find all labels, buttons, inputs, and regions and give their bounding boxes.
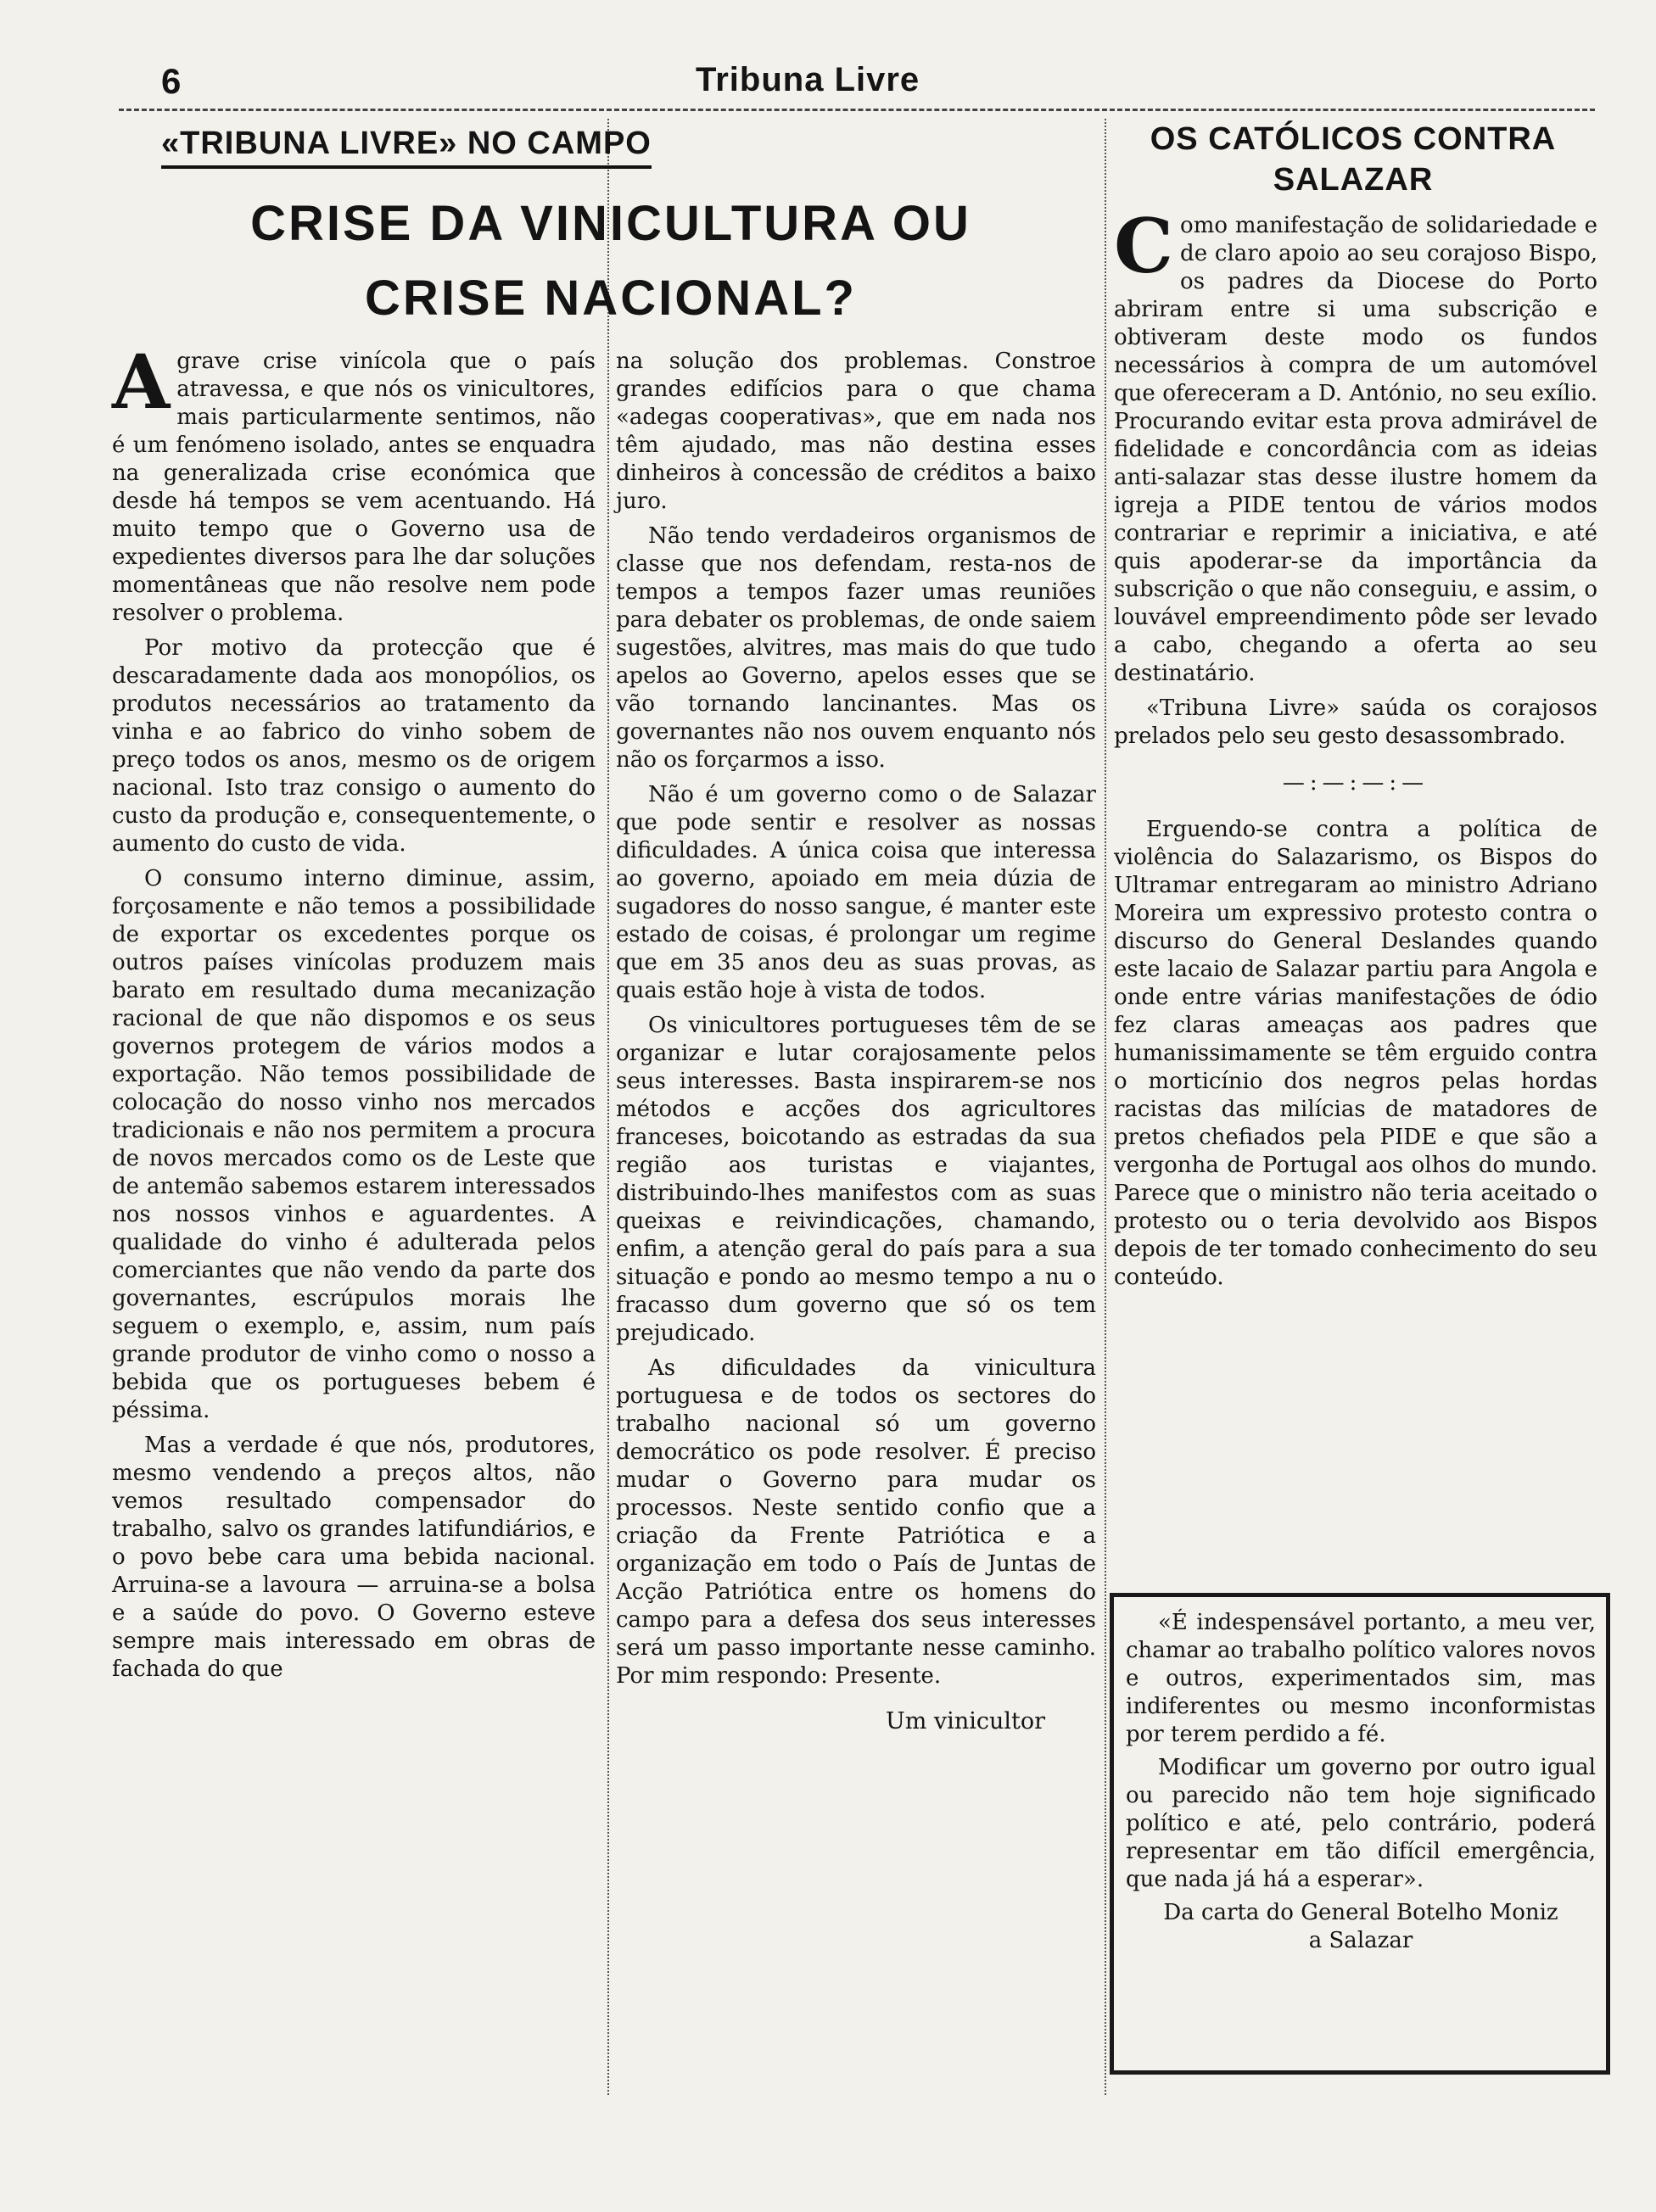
column-divider — [607, 119, 609, 2095]
quote-attribution: a Salazar — [1308, 1928, 1413, 1953]
drop-cap: A — [112, 338, 171, 426]
article-paragraph: Por motivo da protecção que é descaradamente dada aos monopólios, os produtos necessários ao tratamento da vinha e ao fabrico do vinho sobem de preço todos os anos, mesmo os de origem nacional. Isto traz consigo o aumento do custo da produção e, consequentemente, o aumento do custo de vida. — [112, 635, 596, 857]
quote-paragraph: «É indespensável portanto, a meu ver, chamar ao trabalho político valores novos e outros, experimentados sim, mas indiferentes ou mesmo inconformistas por terem perdido a fé. — [1126, 1610, 1596, 1747]
quote-box — [1110, 1593, 1610, 2075]
side-article-title: OS CATÓLICOS CONTRA SALAZAR — [1150, 121, 1557, 198]
headline-line1: CRISE DA VINICULTURA OU — [250, 196, 971, 251]
article-paragraph: na solução dos problemas. Constroe grandes edifícios para o que chama «adegas cooperativas», que em nada nos têm ajudado, mas não destina esses dinheiros à concessão de créditos a baixo juro. — [616, 349, 1096, 514]
page-number: 6 — [161, 61, 182, 101]
article-paragraph: Mas a verdade é que nós, produtores, mesmo vendendo a preços altos, não vemos resultado compensador do trabalho, salvo os grandes latifundiários, e o povo bebe cara uma bebida nacional. Arruina-se a lavoura — arruina-se a bolsa e a saúde do povo. O Governo esteve sempre mais interessado em obras de fachada do que — [112, 1433, 596, 1682]
article-paragraph: Erguendo-se contra a política de violência do Salazarismo, os Bispos do Ultramar entregaram ao ministro Adriano Moreira um expressivo protesto contra o discurso do General Deslandes quando este lacaio de Salazar partiu para Angola e onde entre várias manifestações de ódio fez claras ameaças aos padres que humanissimamente se têm erguido contra o morticínio dos negros pelas hordas racistas das milícias de matadores de pretos chefiados pela PIDE e que são a vergonha de Portugal aos olhos do mundo. Parece que o ministro não teria aceitado o protesto ou o teria devolvido aos Bispos depois de ter tomado conhecimento do seu conteúdo. — [1114, 817, 1597, 1290]
article-paragraph: Como manifestação de solidariedade e de claro apoio ao seu corajoso Bispo, os padres da Diocese do Porto abriram entre si uma subscrição e obtiveram deste modo os fundos necessários à compra de um automóvel que ofereceram a D. António, no seu exílio. Procurando evitar esta prova admirável de fidelidade e concordância com as ideias anti-salazar stas desse ilustre homem da igreja a PIDE tentou de vários modos contrariar e reprimir a iniciativa, e até quis apoderar-se da importância da subscrição o que não conseguiu, e assim, o louvável empreendimento pôde ser levado a cabo, chegando a oferta ao seu destinatário. — [1114, 202, 1597, 686]
article-paragraph: O consumo interno diminue, assim, forçosamente e não temos a possibilidade de exportar os excedentes porque os outros países vinícolas produzem mais barato em resultado duma mecanização racional de que não dispomos e os seus governos protegem de vários modos a exportação. Não temos possibilidade de colocação do nosso vinho nos mercados tradicionais e não nos permitem a procura de novos mercados como os de Leste que de antemão sabemos estarem interessados nos nossos vinhos e aguardentes. A qualidade do vinho é adulterada pelos comerciantes que não vendo da parte dos governantes, escrúpulos morais lhe seguem o exemplo, e, assim, num país grande produtor de vinho como o nosso a bebida que os portugueses bebem é péssima. — [112, 866, 596, 1423]
side-article-column — [1114, 202, 1597, 1299]
header-rule — [119, 109, 1595, 111]
article-column-1 — [112, 338, 596, 1690]
separator: —:—:—:— — [1282, 770, 1429, 796]
article-paragraph: Agrave crise vinícola que o país atravessa, e que nós os vinicultores, mais particularmente sentimos, não é um fenómeno isolado, antes se enquadra na generalizada crise económica que desde há tempos se vem acentuando. Há muito tempo que o Governo usa de expedientes diversos para lhe dar soluções momentâneas que não resolve nem pode resolver o problema. — [112, 338, 596, 626]
section-header: «TRIBUNA LIVRE» NO CAMPO — [161, 126, 652, 169]
article-signature: Um vinicultor — [885, 1708, 1045, 1734]
headline-line2: CRISE NACIONAL? — [365, 271, 857, 326]
article-paragraph: Não é um governo como o de Salazar que pode sentir e resolver as nossas dificuldades. A única coisa que interessa ao governo, apoiado em meia dúzia de sugadores do nosso sangue, é manter este estado de coisas, é prolongar um regime que em 35 anos deu as suas provas, as quais estão hoje à vista de todos. — [616, 782, 1096, 1003]
column-divider — [1105, 119, 1106, 2095]
article-column-2 — [616, 348, 1096, 1735]
article-paragraph: As dificuldades da vinicultura portuguesa e de todos os sectores do trabalho nacional só um governo democrático os pode resolver. É preciso mudar o Governo para mudar os processos. Neste sentido confio que a criação da Frente Patriótica e a organização em todo o País de Juntas de Acção Patriótica entre os homens do campo para a defesa dos seus interesses será um passo importante nesse caminho. Por mim respondo: Presente. — [616, 1355, 1096, 1689]
quote-paragraph: Modificar um governo por outro igual ou parecido não tem hoje significado político e até, pelo contrário, poderá representar em tão difícil emergência, que nada já há a esperar». — [1126, 1755, 1596, 1892]
article-paragraph: Os vinicultores portugueses têm de se organizar e lutar corajosamente pelos seus interesses. Basta inspirarem-se nos métodos e acções dos agricultores franceses, boicotando as estradas da sua região aos turistas e viajantes, distribuindo-lhes manifestos com as suas queixas e reivindicações, chamando, enfim, a atenção geral do país para a sua situação e pondo ao mesmo tempo a nu o fracasso dum governo que só os tem prejudicado. — [616, 1013, 1096, 1346]
article-paragraph: Não tendo verdadeiros organismos de classe que nos defendam, resta-nos de tempos a tempos fazer umas reuniões para debater os problemas, de onde saiem sugestões, alvitres, mas mais do que tudo apelos ao Governo, apelos esses que se vão tornando lancinantes. Mas os governantes não nos ouvem enquanto nós não os forçarmos a isso. — [616, 523, 1096, 773]
article-paragraph: «Tribuna Livre» saúda os corajosos prelados pelo seu gesto desassombrado. — [1114, 695, 1597, 749]
newspaper-title: Tribuna Livre — [696, 61, 920, 98]
quote-attribution: Da carta do General Botelho Moniz — [1163, 1900, 1558, 1925]
drop-cap: C — [1114, 202, 1174, 290]
